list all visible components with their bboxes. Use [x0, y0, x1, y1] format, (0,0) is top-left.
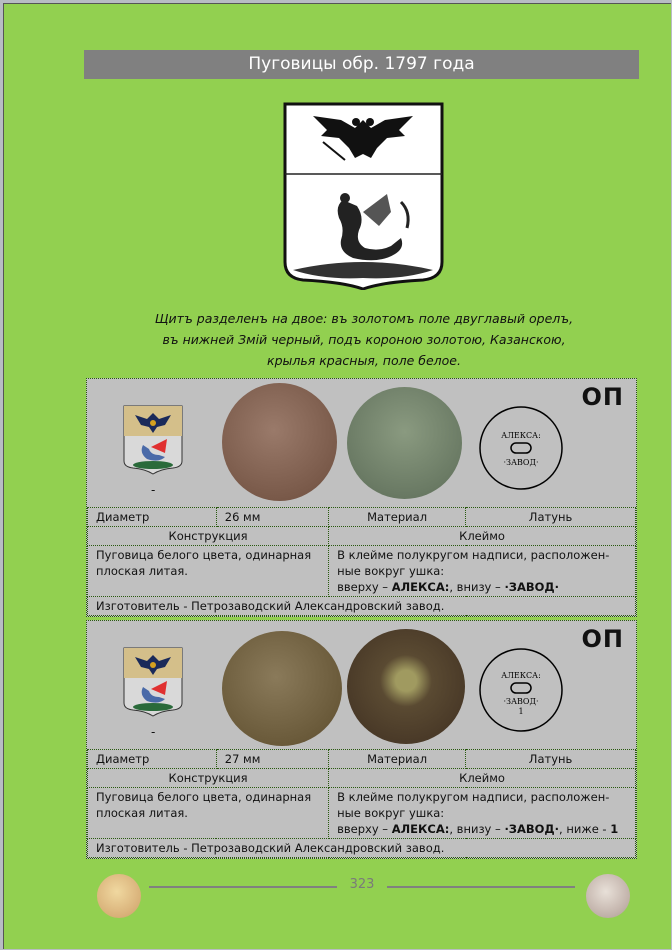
material-label: Материал: [329, 508, 466, 527]
mark-text-part: , внизу –: [449, 822, 505, 836]
images-row: [87, 379, 636, 507]
images-row: [87, 621, 636, 749]
crest-caption: -: [151, 483, 156, 497]
mark-text-part: , внизу –: [449, 580, 505, 594]
mark-text-line: В клейме полукругом надписи, расположен-ные вокруг ушка:: [337, 548, 610, 578]
stamp-drawing: [478, 647, 564, 733]
mark-text-line: [337, 579, 627, 595]
button-card: [86, 378, 637, 617]
page-number: 323: [349, 877, 375, 892]
construction-text: Пуговица белого цвета, одинарная плоская литая.: [88, 546, 329, 597]
crest-caption: -: [151, 725, 156, 739]
diameter-value: 27 мм: [216, 750, 328, 769]
color-coat-of-arms-icon: [123, 405, 183, 475]
construction-text: Пуговица белого цвета, одинарная плоская литая.: [88, 788, 329, 839]
button-back-photo: [347, 629, 465, 744]
button-back-photo: [347, 387, 462, 499]
mark-top-inscription: АЛЕКСА:: [391, 580, 450, 594]
button-front-photo: [222, 631, 342, 746]
mark-text-line: В клейме полукругом надписи, расположен-ные вокруг ушка:: [337, 790, 610, 820]
construction-label: Конструкция: [88, 769, 329, 788]
mark-number: 1: [610, 822, 619, 836]
rarity-badge: ОП: [581, 625, 624, 653]
color-coat-of-arms-icon: [123, 647, 183, 717]
mark-text: [329, 546, 636, 597]
material-label: Материал: [329, 750, 466, 769]
mark-bottom-inscription: ·ЗАВОД·: [504, 580, 560, 594]
mark-text-part: , ниже -: [559, 822, 611, 836]
button-card: [86, 620, 637, 859]
maker-text: Изготовитель - Петрозаводский Александровский завод.: [88, 839, 636, 858]
svg-text:·ЗАВОД·: ·ЗАВОД·: [503, 697, 539, 706]
mark-label: Клеймо: [329, 527, 636, 546]
page: [3, 3, 671, 949]
mark-text-line: [337, 821, 627, 837]
next-page-button[interactable]: [586, 874, 630, 918]
footer-divider-left: [149, 886, 337, 888]
button-front-photo: [222, 383, 337, 501]
description-line: крылья красныя, поле белое.: [267, 353, 461, 368]
crest-description: [104, 308, 624, 371]
svg-text:АЛЕКСА:: АЛЕКСА:: [501, 431, 541, 440]
diameter-value: 26 мм: [216, 508, 328, 527]
mark-text-part: вверху –: [337, 580, 392, 594]
svg-text:·ЗАВОД·: ·ЗАВОД·: [503, 458, 539, 467]
specs-table: [87, 507, 636, 616]
kazan-coat-of-arms-image: [283, 102, 444, 290]
stamp-drawing: [478, 405, 564, 491]
mark-label: Клеймо: [329, 769, 636, 788]
specs-table: [87, 749, 636, 858]
page-title: Пуговицы обр. 1797 года: [84, 50, 639, 79]
mark-text: [329, 788, 636, 839]
footer-divider-right: [387, 886, 575, 888]
mark-top-inscription: АЛЕКСА:: [391, 822, 450, 836]
svg-text:АЛЕКСА:: АЛЕКСА:: [501, 671, 541, 680]
construction-label: Конструкция: [88, 527, 329, 546]
mark-text-part: вверху –: [337, 822, 392, 836]
svg-text:1: 1: [518, 707, 524, 716]
description-line: Щитъ разделенъ на двое: въ золотомъ поле двуглавый орелъ,: [154, 311, 574, 326]
diameter-label: Диаметр: [88, 750, 217, 769]
material-value: Латунь: [466, 508, 636, 527]
prev-page-button[interactable]: [97, 874, 141, 918]
mark-bottom-inscription: ·ЗАВОД·: [504, 822, 560, 836]
diameter-label: Диаметр: [88, 508, 217, 527]
maker-text: Изготовитель - Петрозаводский Александровский завод.: [88, 597, 636, 616]
rarity-badge: ОП: [581, 383, 624, 411]
description-line: въ нижней Змій черный, подъ короною золотою, Казанскою,: [162, 332, 566, 347]
material-value: Латунь: [466, 750, 636, 769]
